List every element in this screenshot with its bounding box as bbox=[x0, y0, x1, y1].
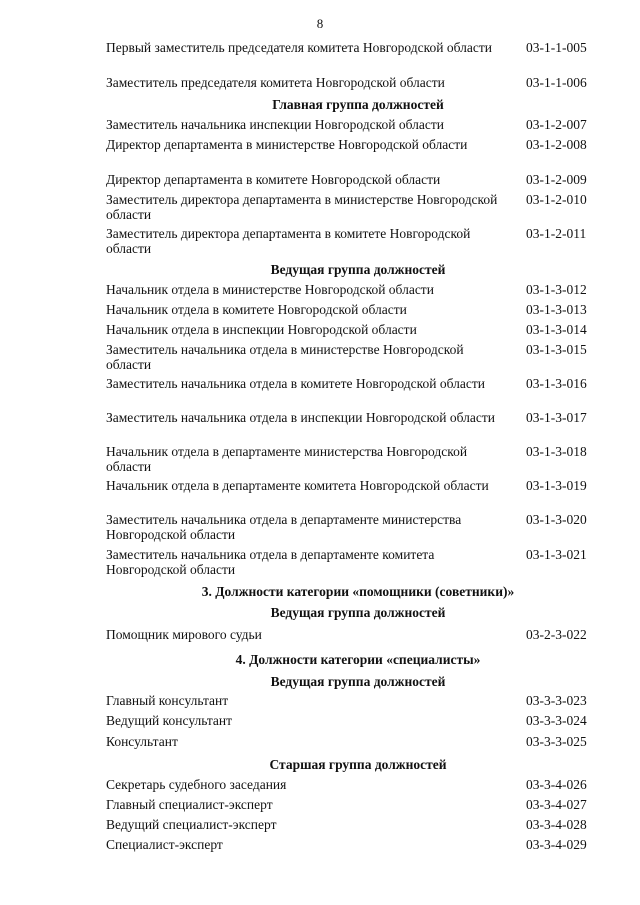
position-title: Заместитель директора департамента в комитете Новгородской области bbox=[106, 226, 471, 256]
position-title: Заместитель начальника отдела в министерстве Новгородской области bbox=[106, 342, 464, 372]
position-title: Заместитель начальника отдела в инспекции Новгородской области bbox=[106, 410, 495, 425]
position-code: 03-1-2-007 bbox=[526, 117, 587, 132]
position-title: Начальник отдела в комитете Новгородской области bbox=[106, 302, 407, 317]
position-code: 03-1-3-019 bbox=[526, 478, 587, 493]
group-heading: Ведущая группа должностей bbox=[270, 674, 446, 689]
position-code: 03-2-3-022 bbox=[526, 627, 587, 642]
position-title: Главный специалист-эксперт bbox=[106, 797, 273, 812]
position-code: 03-3-3-025 bbox=[526, 734, 587, 749]
position-code: 03-1-3-017 bbox=[526, 410, 587, 425]
position-code: 03-1-1-006 bbox=[526, 75, 587, 90]
position-code: 03-3-4-029 bbox=[526, 837, 587, 852]
group-heading: Старшая группа должностей bbox=[269, 757, 447, 772]
position-code: 03-1-3-021 bbox=[526, 547, 587, 562]
position-code: 03-1-2-010 bbox=[526, 192, 587, 207]
position-code: 03-1-3-012 bbox=[526, 282, 587, 297]
position-code: 03-3-4-026 bbox=[526, 777, 587, 792]
position-title: Директор департамента в комитете Новгородской области bbox=[106, 172, 441, 187]
position-code: 03-3-4-028 bbox=[526, 817, 587, 832]
position-code: 03-3-4-027 bbox=[526, 797, 587, 812]
position-code: 03-3-3-023 bbox=[526, 693, 587, 708]
position-code: 03-1-3-018 bbox=[526, 444, 587, 459]
group-heading: Ведущая группа должностей bbox=[270, 262, 446, 277]
position-code: 03-1-2-008 bbox=[526, 137, 587, 152]
position-title: Заместитель директора департамента в министерстве Новгородской области bbox=[106, 192, 498, 222]
position-title: Первый заместитель председателя комитета Новгородской области bbox=[106, 40, 492, 55]
position-code: 03-1-1-005 bbox=[526, 40, 587, 55]
position-title: Начальник отдела в инспекции Новгородской области bbox=[106, 322, 417, 337]
position-title: Директор департамента в министерстве Новгородской области bbox=[106, 137, 468, 152]
position-code: 03-1-2-009 bbox=[526, 172, 587, 187]
position-title: Заместитель председателя комитета Новгородской области bbox=[106, 75, 445, 90]
position-title: Заместитель начальника отдела в комитете Новгородской области bbox=[106, 376, 485, 391]
position-title: Специалист-эксперт bbox=[106, 837, 223, 852]
position-title: Заместитель начальника отдела в департаменте министерства Новгородской области bbox=[106, 512, 462, 542]
position-title: Начальник отдела в министерстве Новгородской области bbox=[106, 282, 434, 297]
group-heading: Ведущая группа должностей bbox=[270, 605, 446, 620]
position-title: Консультант bbox=[106, 734, 178, 749]
position-title: Помощник мирового судьи bbox=[106, 627, 262, 642]
position-code: 03-1-3-016 bbox=[526, 376, 587, 391]
position-code: 03-1-3-014 bbox=[526, 322, 587, 337]
position-code: 03-1-3-020 bbox=[526, 512, 587, 527]
position-code: 03-1-2-011 bbox=[526, 226, 587, 241]
position-title: Ведущий консультант bbox=[106, 713, 233, 728]
page-number: 8 bbox=[316, 16, 324, 31]
section-heading: 3. Должности категории «помощники (советники)» bbox=[201, 584, 515, 599]
section-heading: 4. Должности категории «специалисты» bbox=[235, 652, 481, 667]
position-code: 03-1-3-015 bbox=[526, 342, 587, 357]
position-title: Начальник отдела в департаменте комитета Новгородской области bbox=[106, 478, 489, 493]
position-title: Секретарь судебного заседания bbox=[106, 777, 287, 792]
position-title: Заместитель начальника отдела в департаменте комитета Новгородской области bbox=[106, 547, 435, 577]
position-title: Главный консультант bbox=[106, 693, 229, 708]
position-title: Начальник отдела в департаменте министерства Новгородской области bbox=[106, 444, 468, 474]
position-title: Ведущий специалист-эксперт bbox=[106, 817, 277, 832]
position-title: Заместитель начальника инспекции Новгородской области bbox=[106, 117, 444, 132]
position-code: 03-3-3-024 bbox=[526, 713, 587, 728]
group-heading: Главная группа должностей bbox=[272, 97, 444, 112]
position-code: 03-1-3-013 bbox=[526, 302, 587, 317]
